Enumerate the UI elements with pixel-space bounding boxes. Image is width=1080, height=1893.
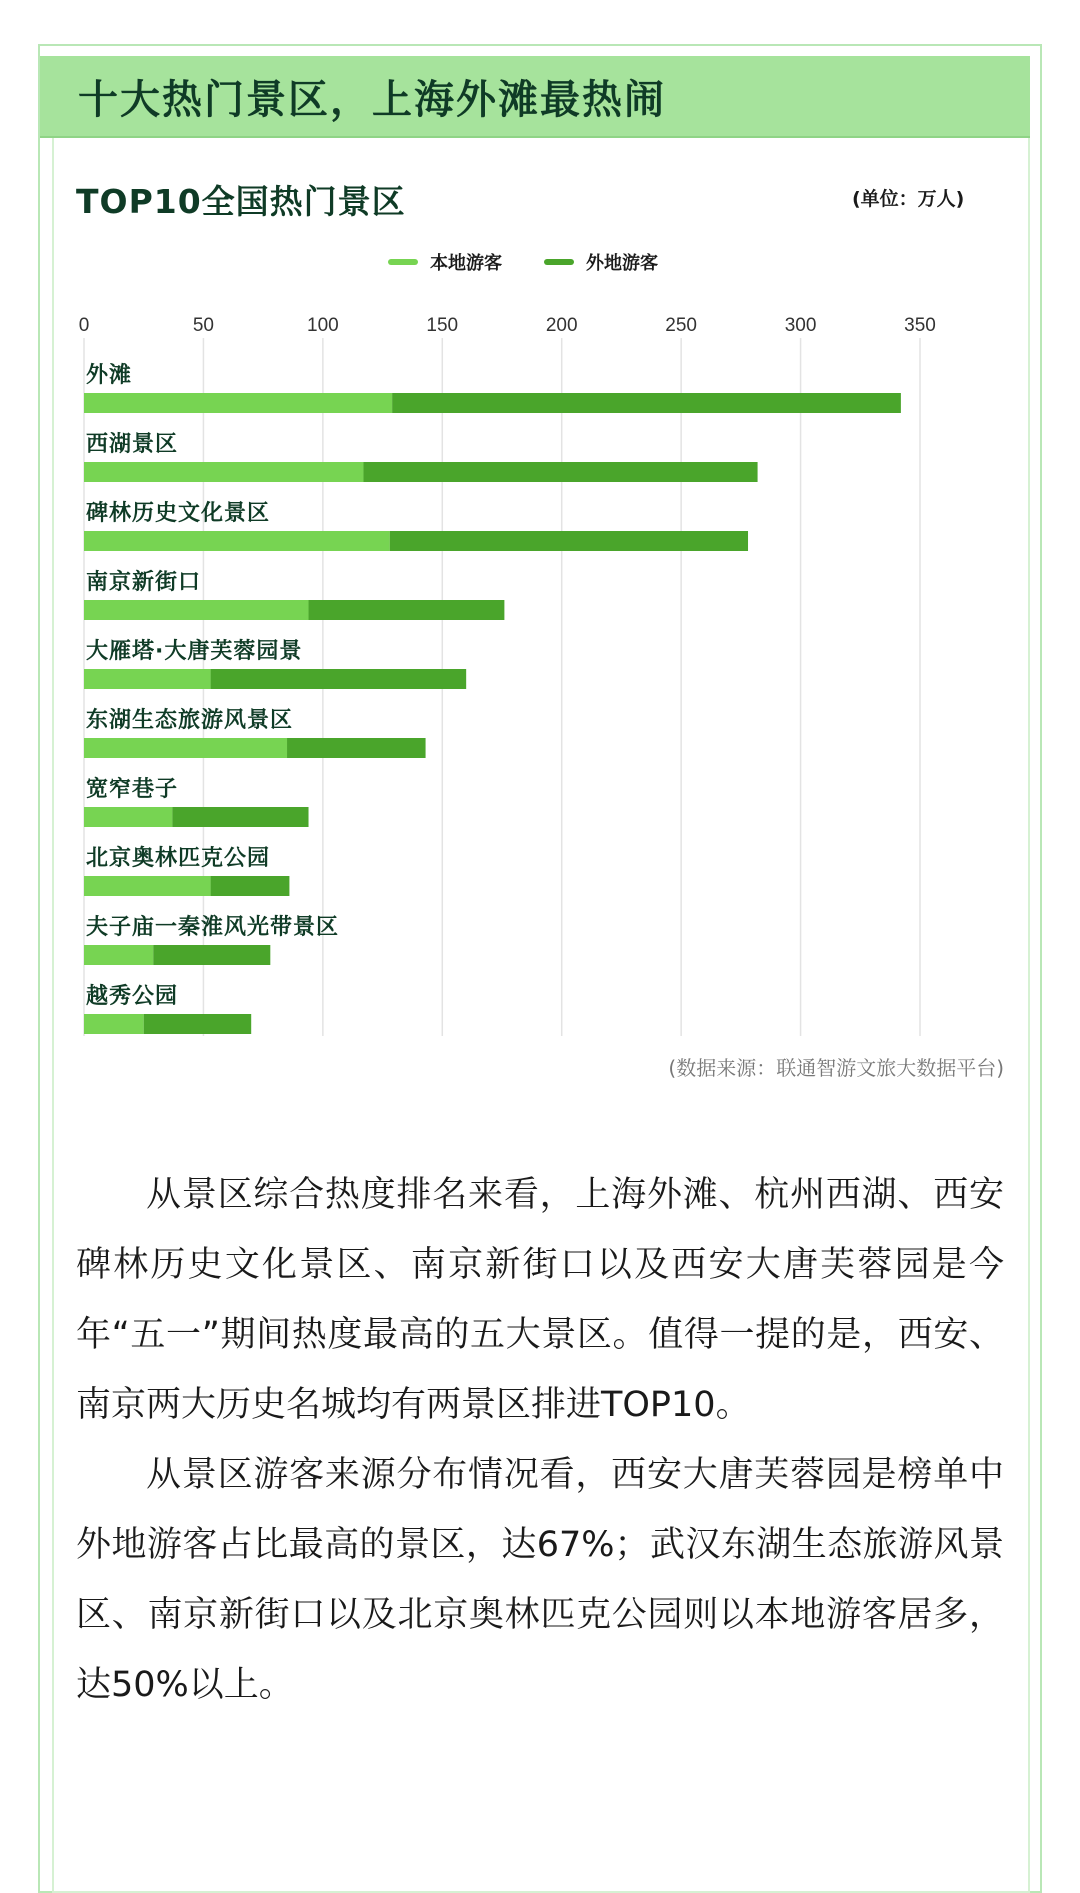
article-body bbox=[76, 1160, 1004, 1720]
category-label-6: 东湖生态旅游风景区 bbox=[86, 708, 294, 733]
unit-label: (单位：万人) bbox=[852, 188, 965, 210]
bar-local-9 bbox=[84, 945, 153, 965]
category-label-3: 碑林历史文化景区 bbox=[86, 501, 271, 526]
bar-local-8 bbox=[84, 876, 211, 896]
legend-label-nonlocal: 外地游客 bbox=[586, 253, 658, 274]
x-tick-label-150: 150 bbox=[426, 315, 459, 336]
x-tick-label-50: 50 bbox=[192, 315, 214, 336]
bar-local-6 bbox=[84, 738, 287, 758]
bar-local-3 bbox=[84, 531, 390, 551]
category-label-8: 北京奥林匹克公园 bbox=[86, 846, 271, 871]
bar-nonlocal-10 bbox=[144, 1014, 251, 1034]
bar-nonlocal-5 bbox=[211, 669, 467, 689]
x-tick-label-250: 250 bbox=[665, 315, 697, 336]
bar-local-10 bbox=[84, 1014, 144, 1034]
x-tick-label-200: 200 bbox=[545, 315, 578, 336]
category-label-2: 西湖景区 bbox=[86, 432, 179, 457]
bar-nonlocal-3 bbox=[390, 531, 748, 551]
article-paragraph-2: 从景区游客来源分布情况看，西安大唐芙蓉园是榜单中外地游客占比最高的景区，达67%；武汉东湖生态旅游风景区、南京新街口以及北京奥林匹克公园则以本地游客居多，达50%以上。 bbox=[76, 1455, 1004, 1705]
x-tick-label-0: 0 bbox=[78, 315, 90, 336]
category-label-1: 外滩 bbox=[86, 363, 133, 388]
category-label-7: 宽窄巷子 bbox=[86, 777, 179, 802]
bar-local-2 bbox=[84, 462, 363, 482]
bar-local-5 bbox=[84, 669, 211, 689]
category-label-5: 大雁塔·大唐芙蓉园景 bbox=[86, 639, 303, 664]
x-tick-label-100: 100 bbox=[307, 315, 339, 336]
bar-nonlocal-4 bbox=[309, 600, 505, 620]
bar-local-7 bbox=[84, 807, 172, 827]
bar-local-4 bbox=[84, 600, 309, 620]
bar-nonlocal-2 bbox=[363, 462, 757, 482]
bar-local-1 bbox=[84, 393, 392, 413]
data-source: (数据来源：联通智游文旅大数据平台) bbox=[668, 1056, 1004, 1080]
page-title: 十大热门景区，上海外滩最热闹 bbox=[78, 77, 666, 123]
x-tick-label-350: 350 bbox=[904, 315, 936, 336]
bar-nonlocal-1 bbox=[392, 393, 901, 413]
chart-title: TOP10全国热门景区 bbox=[76, 182, 406, 221]
category-label-10: 越秀公园 bbox=[86, 984, 179, 1009]
article-paragraph-1: 从景区综合热度排名来看，上海外滩、杭州西湖、西安碑林历史文化景区、南京新街口以及西安大唐芙蓉园是今年“五一”期间热度最高的五大景区。值得一提的是，西安、南京两大历史名城均有两景区排进TOP10。 bbox=[76, 1175, 1004, 1425]
legend-label-local: 本地游客 bbox=[430, 253, 502, 274]
x-tick-label-300: 300 bbox=[784, 315, 817, 336]
bar-nonlocal-7 bbox=[172, 807, 308, 827]
bar-nonlocal-6 bbox=[287, 738, 426, 758]
category-label-9: 夫子庙一秦淮风光带景区 bbox=[86, 915, 340, 940]
category-label-4: 南京新街口 bbox=[86, 570, 202, 595]
bar-nonlocal-8 bbox=[211, 876, 290, 896]
bar-nonlocal-9 bbox=[153, 945, 270, 965]
